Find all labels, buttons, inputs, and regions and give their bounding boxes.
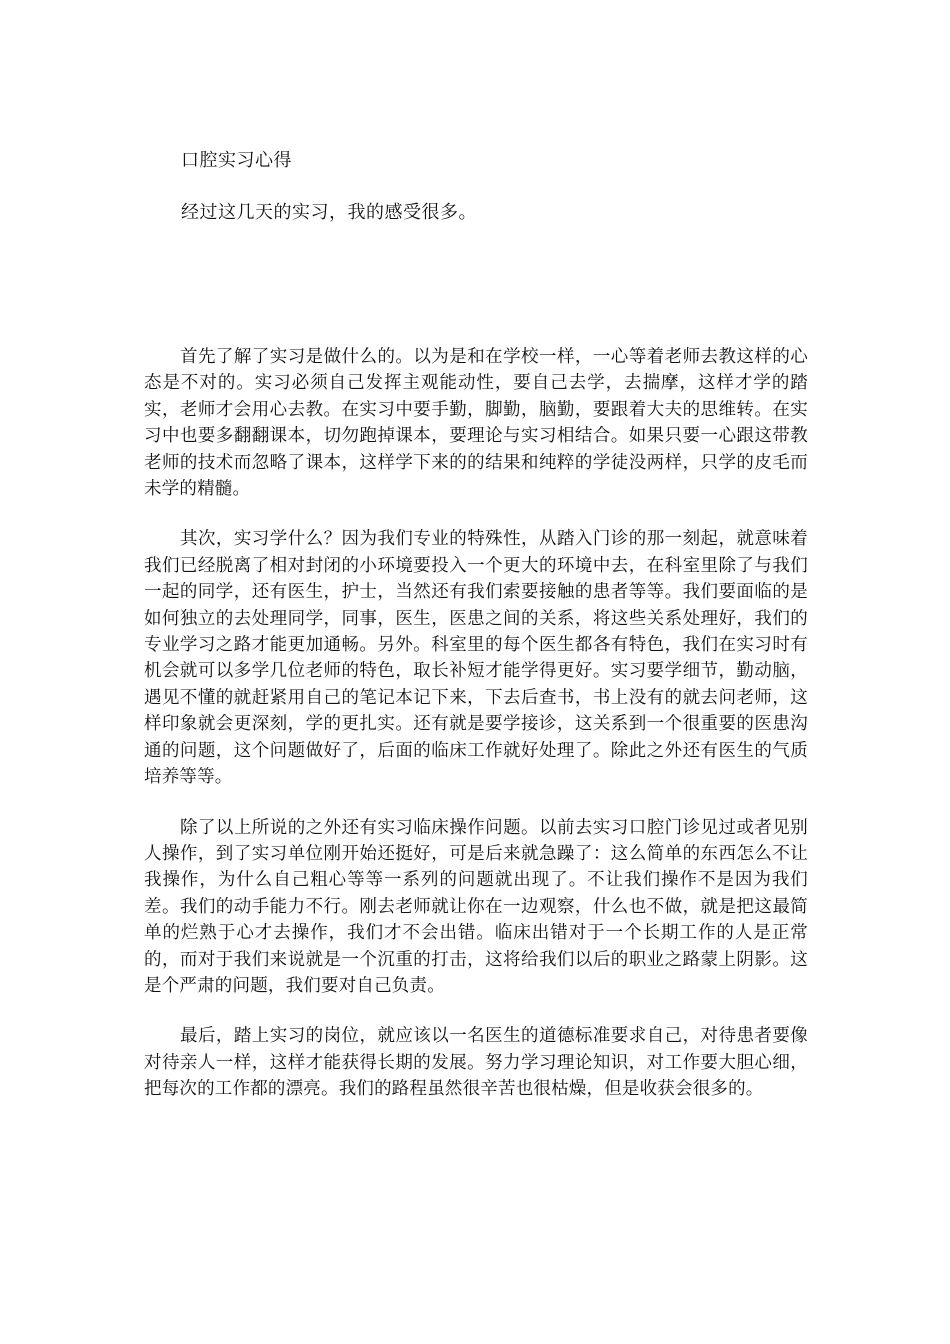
intro-line: 经过这几天的实习，我的感受很多。	[181, 202, 477, 223]
document-title: 口腔实习心得	[181, 150, 292, 171]
paragraph-3: 除了以上所说的之外还有实习临床操作问题。以前去实习口腔门诊见过或者见别人操作，到了实习单位刚开始还挺好，可是后来就急躁了：这么简单的东西怎么不让我操作，为什么自己粗心等等一系列的问题就出现了。不让我们操作不是因为我们差。我们的动手能力不行。刚去老师就让你在一边观察，什么也不做，就是把这最简单的烂熟于心才去操作，我们才不会出错。临床出错对于一个长期工作的人是正常的，而对于我们来说就是一个沉重的打击，这将给我们以后的职业之路蒙上阴影。这是个严肃的问题，我们要对自己负责。	[144, 817, 808, 996]
paragraph-2: 其次，实习学什么？因为我们专业的特殊性，从踏入门诊的那一刻起，就意味着我们已经脱离了相对封闭的小环境要投入一个更大的环境中去，在科室里除了与我们一起的同学，还有医生，护士，当然还有我们索要接触的患者等等。我们要面临的是如何独立的去处理同学，同事，医生，医患之间的关系，将这些关系处理好，我们的专业学习之路才能更加通畅。另外。科室里的每个医生都各有特色，我们在实习时有机会就可以多学几位老师的特色，取长补短才能学得更好。实习要学细节，勤动脑，遇见不懂的就赶紧用自己的笔记本记下来，下去后查书，书上没有的就去问老师，这样印象就会更深刻，学的更扎实。还有就是要学接诊，这关系到一个很重要的医患沟通的问题，这个问题做好了，后面的临床工作就好处理了。除此之外还有医生的气质培养等等。	[144, 529, 808, 788]
paragraph-4: 最后，踏上实习的岗位，就应该以一名医生的道德标准要求自己，对待患者要像对待亲人一样，这样才能获得长期的发展。努力学习理论知识，对工作要大胆心细，把每次的工作都的漂亮。我们的路程虽然很辛苦也很枯燥，但是收获会很多的。	[144, 1026, 808, 1100]
document-body	[144, 344, 808, 1127]
paragraph-1: 首先了解了实习是做什么的。以为是和在学校一样，一心等着老师去教这样的心态是不对的。实习必须自己发挥主观能动性，要自己去学，去揣摩，这样才学的踏实，老师才会用心去教。在实习中要手勤，脚勤，脑勤，要跟着大夫的思维转。在实习中也要多翻翻课本，切勿跑掉课本，要理论与实习相结合。如果只要一心跟这带教老师的技术而忽略了课本，这样学下来的的结果和纯粹的学徒没两样，只学的皮毛而未学的精髓。	[144, 347, 808, 500]
